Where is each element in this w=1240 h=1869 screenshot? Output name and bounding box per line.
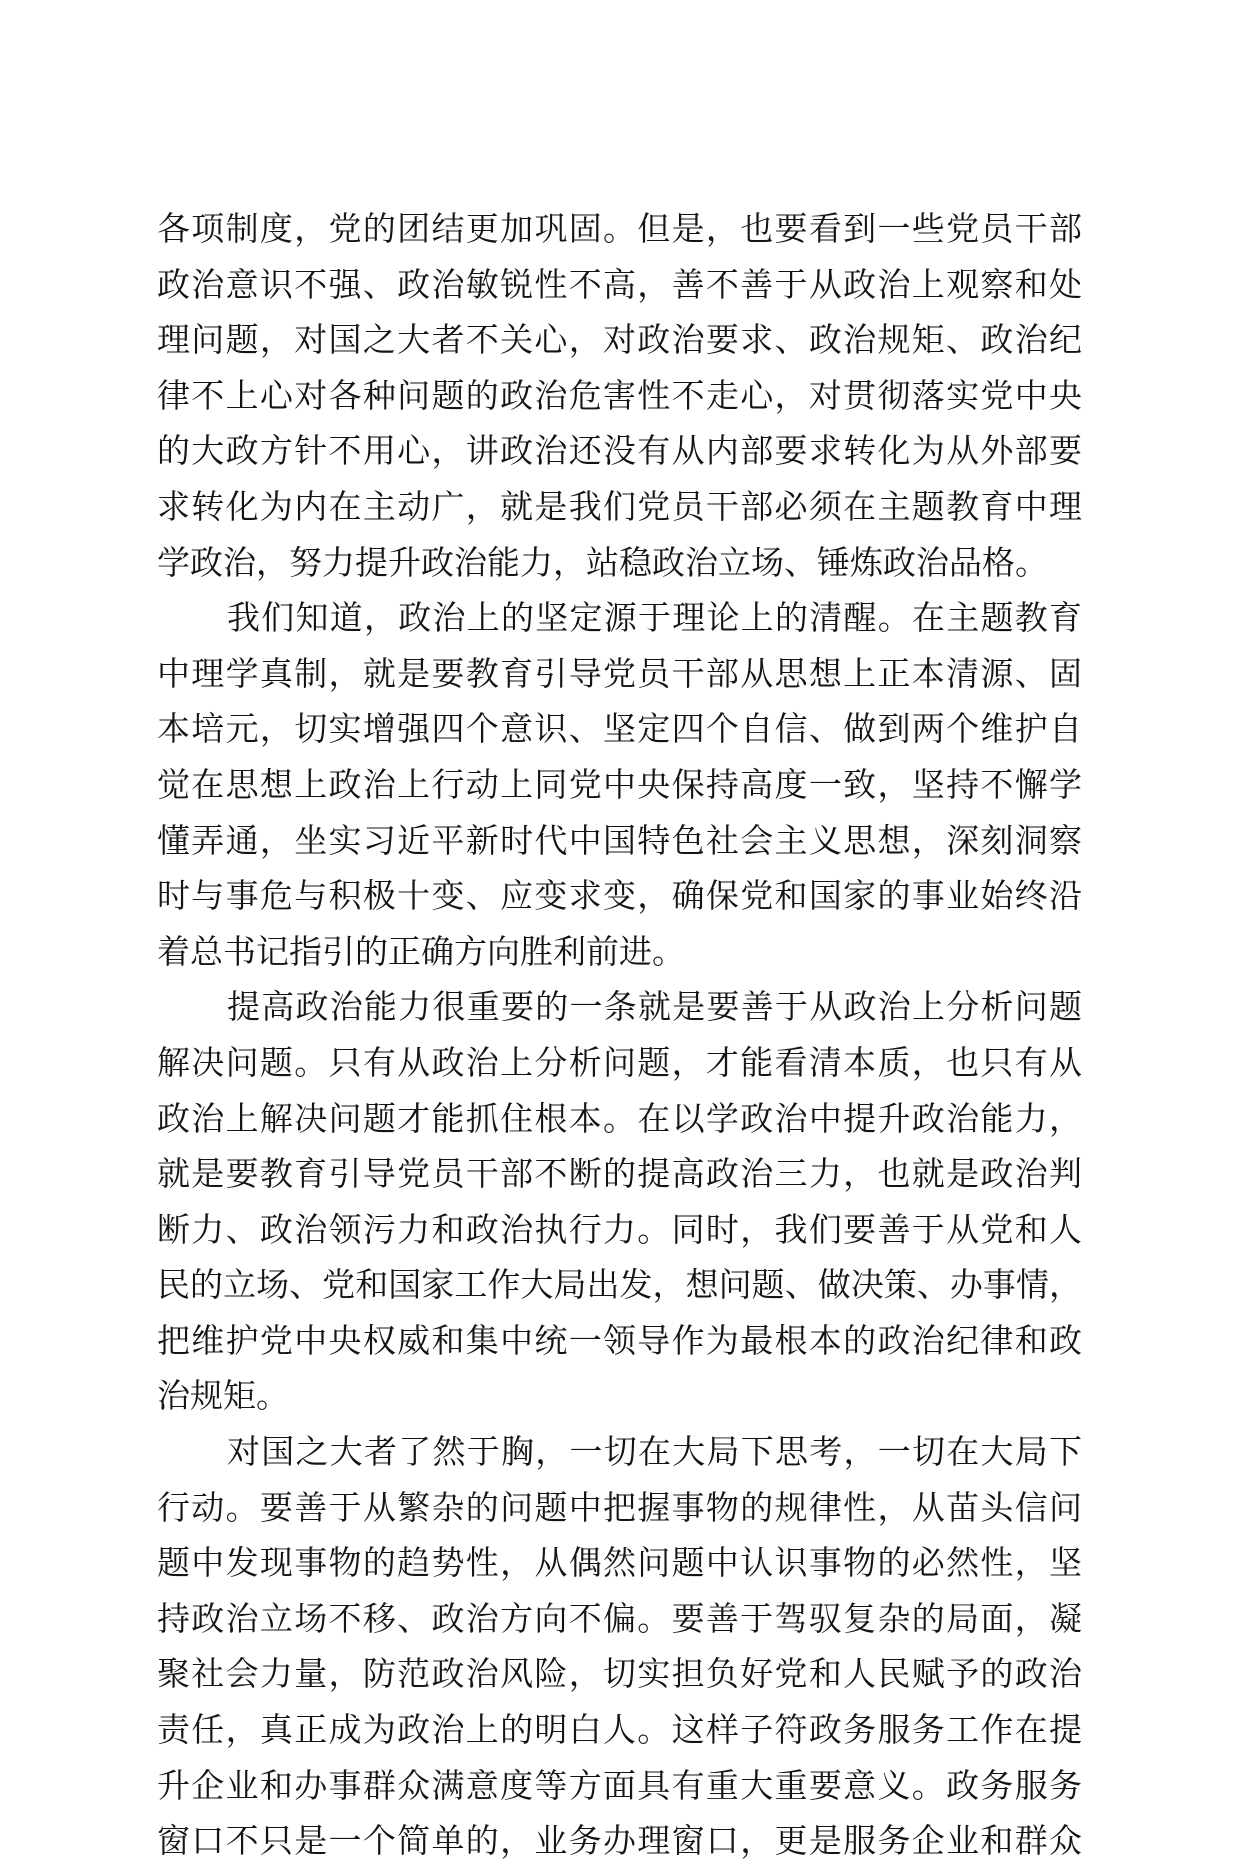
text-line: 各项制度，党的团结更加巩固。但是，也要看到一些党员干部 [157, 209, 1082, 248]
text-line: 本培元，切实增强四个意识、坚定四个自信、做到两个维护自 [157, 709, 1082, 749]
text-line: 解决问题。只有从政治上分析问题，才能看清本质，也只有从 [157, 1042, 1082, 1082]
text-line: 就是要教育引导党员干部不断的提高政治三力，也就是政治判 [157, 1154, 1082, 1194]
text-line: 理问题，对国之大者不关心，对政治要求、政治规矩、政治纪 [157, 320, 1082, 360]
text-line: 把维护党中央权威和集中统一领导作为最根本的政治纪律和政 [157, 1320, 1082, 1360]
text-line: 民的立场、党和国家工作大局出发，想问题、做决策、办事情， [157, 1265, 1082, 1305]
text-line: 政治意识不强、政治敏锐性不高，善不善于从政治上观察和处 [157, 264, 1082, 304]
text-line: 觉在思想上政治上行动上同党中央保持高度一致，坚持不懈学 [157, 764, 1082, 804]
paragraph-end-line: 着总书记指引的正确方向胜利前进。 [157, 931, 685, 971]
text-line: 时与事危与积极十变、应变求变，确保党和国家的事业始终沿 [157, 876, 1082, 916]
text-line: 题中发现事物的趋势性，从偶然问题中认识事物的必然性，坚 [157, 1543, 1082, 1583]
text-line: 律不上心对各种问题的政治危害性不走心，对贯彻落实党中央 [157, 375, 1082, 415]
text-line: 责任，真正成为政治上的明白人。这样子符政务服务工作在提 [157, 1710, 1082, 1750]
text-line: 升企业和办事群众满意度等方面具有重大重要意义。政务服务 [157, 1765, 1082, 1805]
text-line: 的大政方针不用心，讲政治还没有从内部要求转化为从外部要 [157, 431, 1082, 471]
text-line: 持政治立场不移、政治方向不偏。要善于驾驭复杂的局面，凝 [157, 1598, 1082, 1638]
paragraph-end-line: 治规矩。 [157, 1376, 289, 1416]
paragraph-first-line: 对国之大者了然于胸，一切在大局下思考，一切在大局下 [227, 1432, 1082, 1472]
text-line: 行动。要善于从繁杂的问题中把握事物的规律性，从苗头信问 [157, 1487, 1082, 1527]
paragraph-first-line: 我们知道，政治上的坚定源于理论上的清醒。在主题教育 [227, 598, 1082, 638]
text-line: 懂弄通，坐实习近平新时代中国特色社会主义思想，深刻洞察 [157, 820, 1082, 860]
body-text [157, 201, 1082, 1869]
text-line: 窗口不只是一个简单的，业务办理窗口，更是服务企业和群众 [157, 1821, 1082, 1861]
paragraph-end-line: 学政治，努力提升政治能力，站稳政治立场、锤炼政治品格。 [157, 542, 1048, 582]
text-line: 求转化为内在主动广，就是我们党员干部必须在主题教育中理 [157, 486, 1082, 526]
text-line: 中理学真制，就是要教育引导党员干部从思想上正本清源、固 [157, 653, 1082, 693]
text-line: 政治上解决问题才能抓住根本。在以学政治中提升政治能力， [157, 1098, 1082, 1138]
paragraph-first-line: 提高政治能力很重要的一条就是要善于从政治上分析问题 [227, 987, 1082, 1027]
text-line: 聚社会力量，防范政治风险，切实担负好党和人民赋予的政治 [157, 1654, 1082, 1694]
text-line: 断力、政治领污力和政治执行力。同时，我们要善于从党和人 [157, 1209, 1082, 1249]
